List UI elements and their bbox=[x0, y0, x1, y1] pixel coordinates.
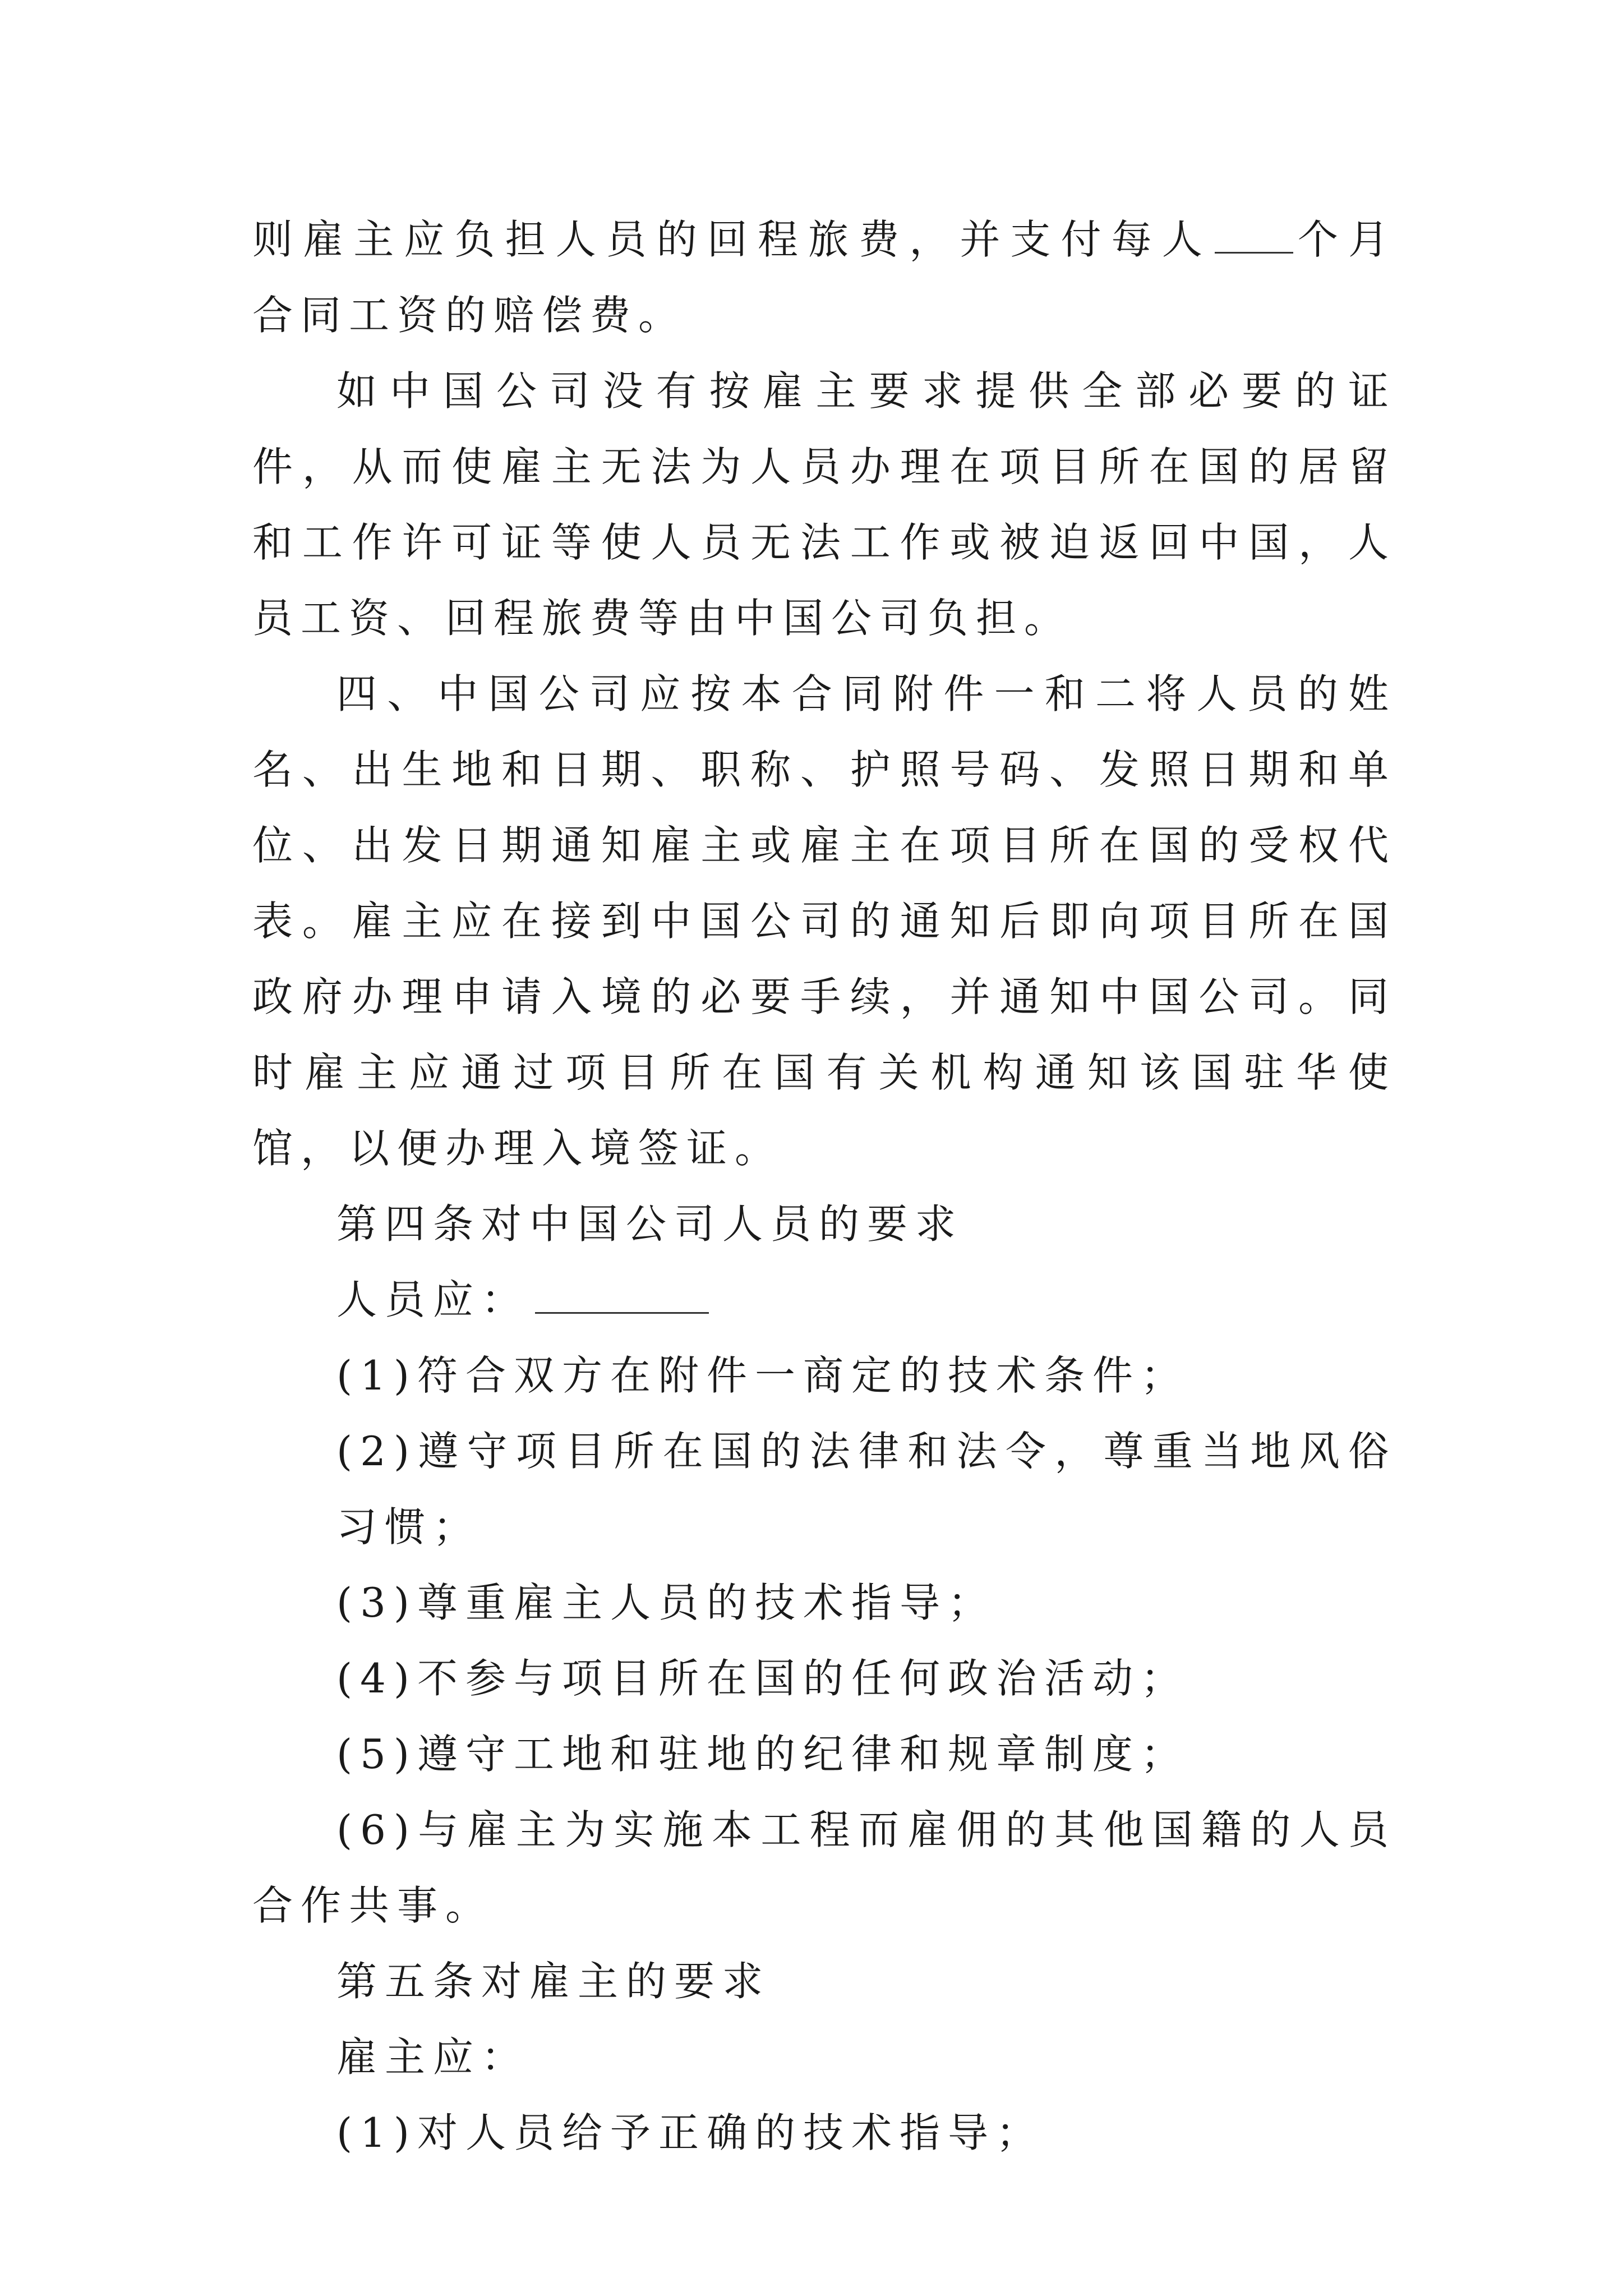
article-4-item: (2)遵守项目所在国的法律和法令，尊重当地风俗习惯； bbox=[336, 1428, 1396, 1550]
article-4-intro-text: 人员应： bbox=[336, 1276, 530, 1323]
article-4-item: (6)与雇主为实施本工程而雇佣的其他国籍的人员合作共事。 bbox=[252, 1806, 1396, 1929]
article-4-intro bbox=[252, 1262, 1396, 1338]
article-4-heading: 第四条对中国公司人员的要求 bbox=[336, 1200, 964, 1248]
article-4-item: (4)不参与项目所在国的任何政治活动； bbox=[336, 1655, 1189, 1702]
article-4-item: (3)尊重雇主人员的技术指导； bbox=[336, 1579, 996, 1626]
article-5-heading: 第五条对雇主的要求 bbox=[336, 1958, 771, 2005]
document-body bbox=[252, 202, 1396, 2171]
compensation-text-before: 则雇主应负担人员的回程旅费，并支付每人 bbox=[252, 216, 1212, 263]
article-5-intro: 雇主应： bbox=[336, 2033, 530, 2081]
article-4-item: (1)符合双方在附件一商定的技术条件； bbox=[336, 1352, 1189, 1399]
months-blank bbox=[1215, 218, 1293, 254]
compensation-text-after: 个月合同工资的赔偿费。 bbox=[252, 216, 1396, 339]
personnel-blank bbox=[535, 1278, 709, 1314]
paragraph-compensation bbox=[252, 202, 1396, 353]
paragraph-documents: 如中国公司没有按雇主要求提供全部必要的证件，从而使雇主无法为人员办理在项目所在国的居留和工作许可证等使人员无法工作或被迫返回中国，人员工资、回程旅费等由中国公司负担。 bbox=[252, 367, 1396, 642]
article-4-item: (5)遵守工地和驻地的纪律和规章制度； bbox=[336, 1731, 1189, 1778]
paragraph-section-four: 四、中国公司应按本合同附件一和二将人员的姓名、出生地和日期、职称、护照号码、发照日期和单位、出发日期通知雇主或雇主在项目所在国的受权代表。雇主应在接到中国公司的通知后即向项目所在国政府办理申请入境的必要手续，并通知中国公司。同时雇主应通过项目所在国有关机构通知该国驻华使馆，以便办理入境签证。 bbox=[252, 670, 1396, 1172]
article-5-item: (1)对人员给予正确的技术指导； bbox=[336, 2109, 1044, 2156]
